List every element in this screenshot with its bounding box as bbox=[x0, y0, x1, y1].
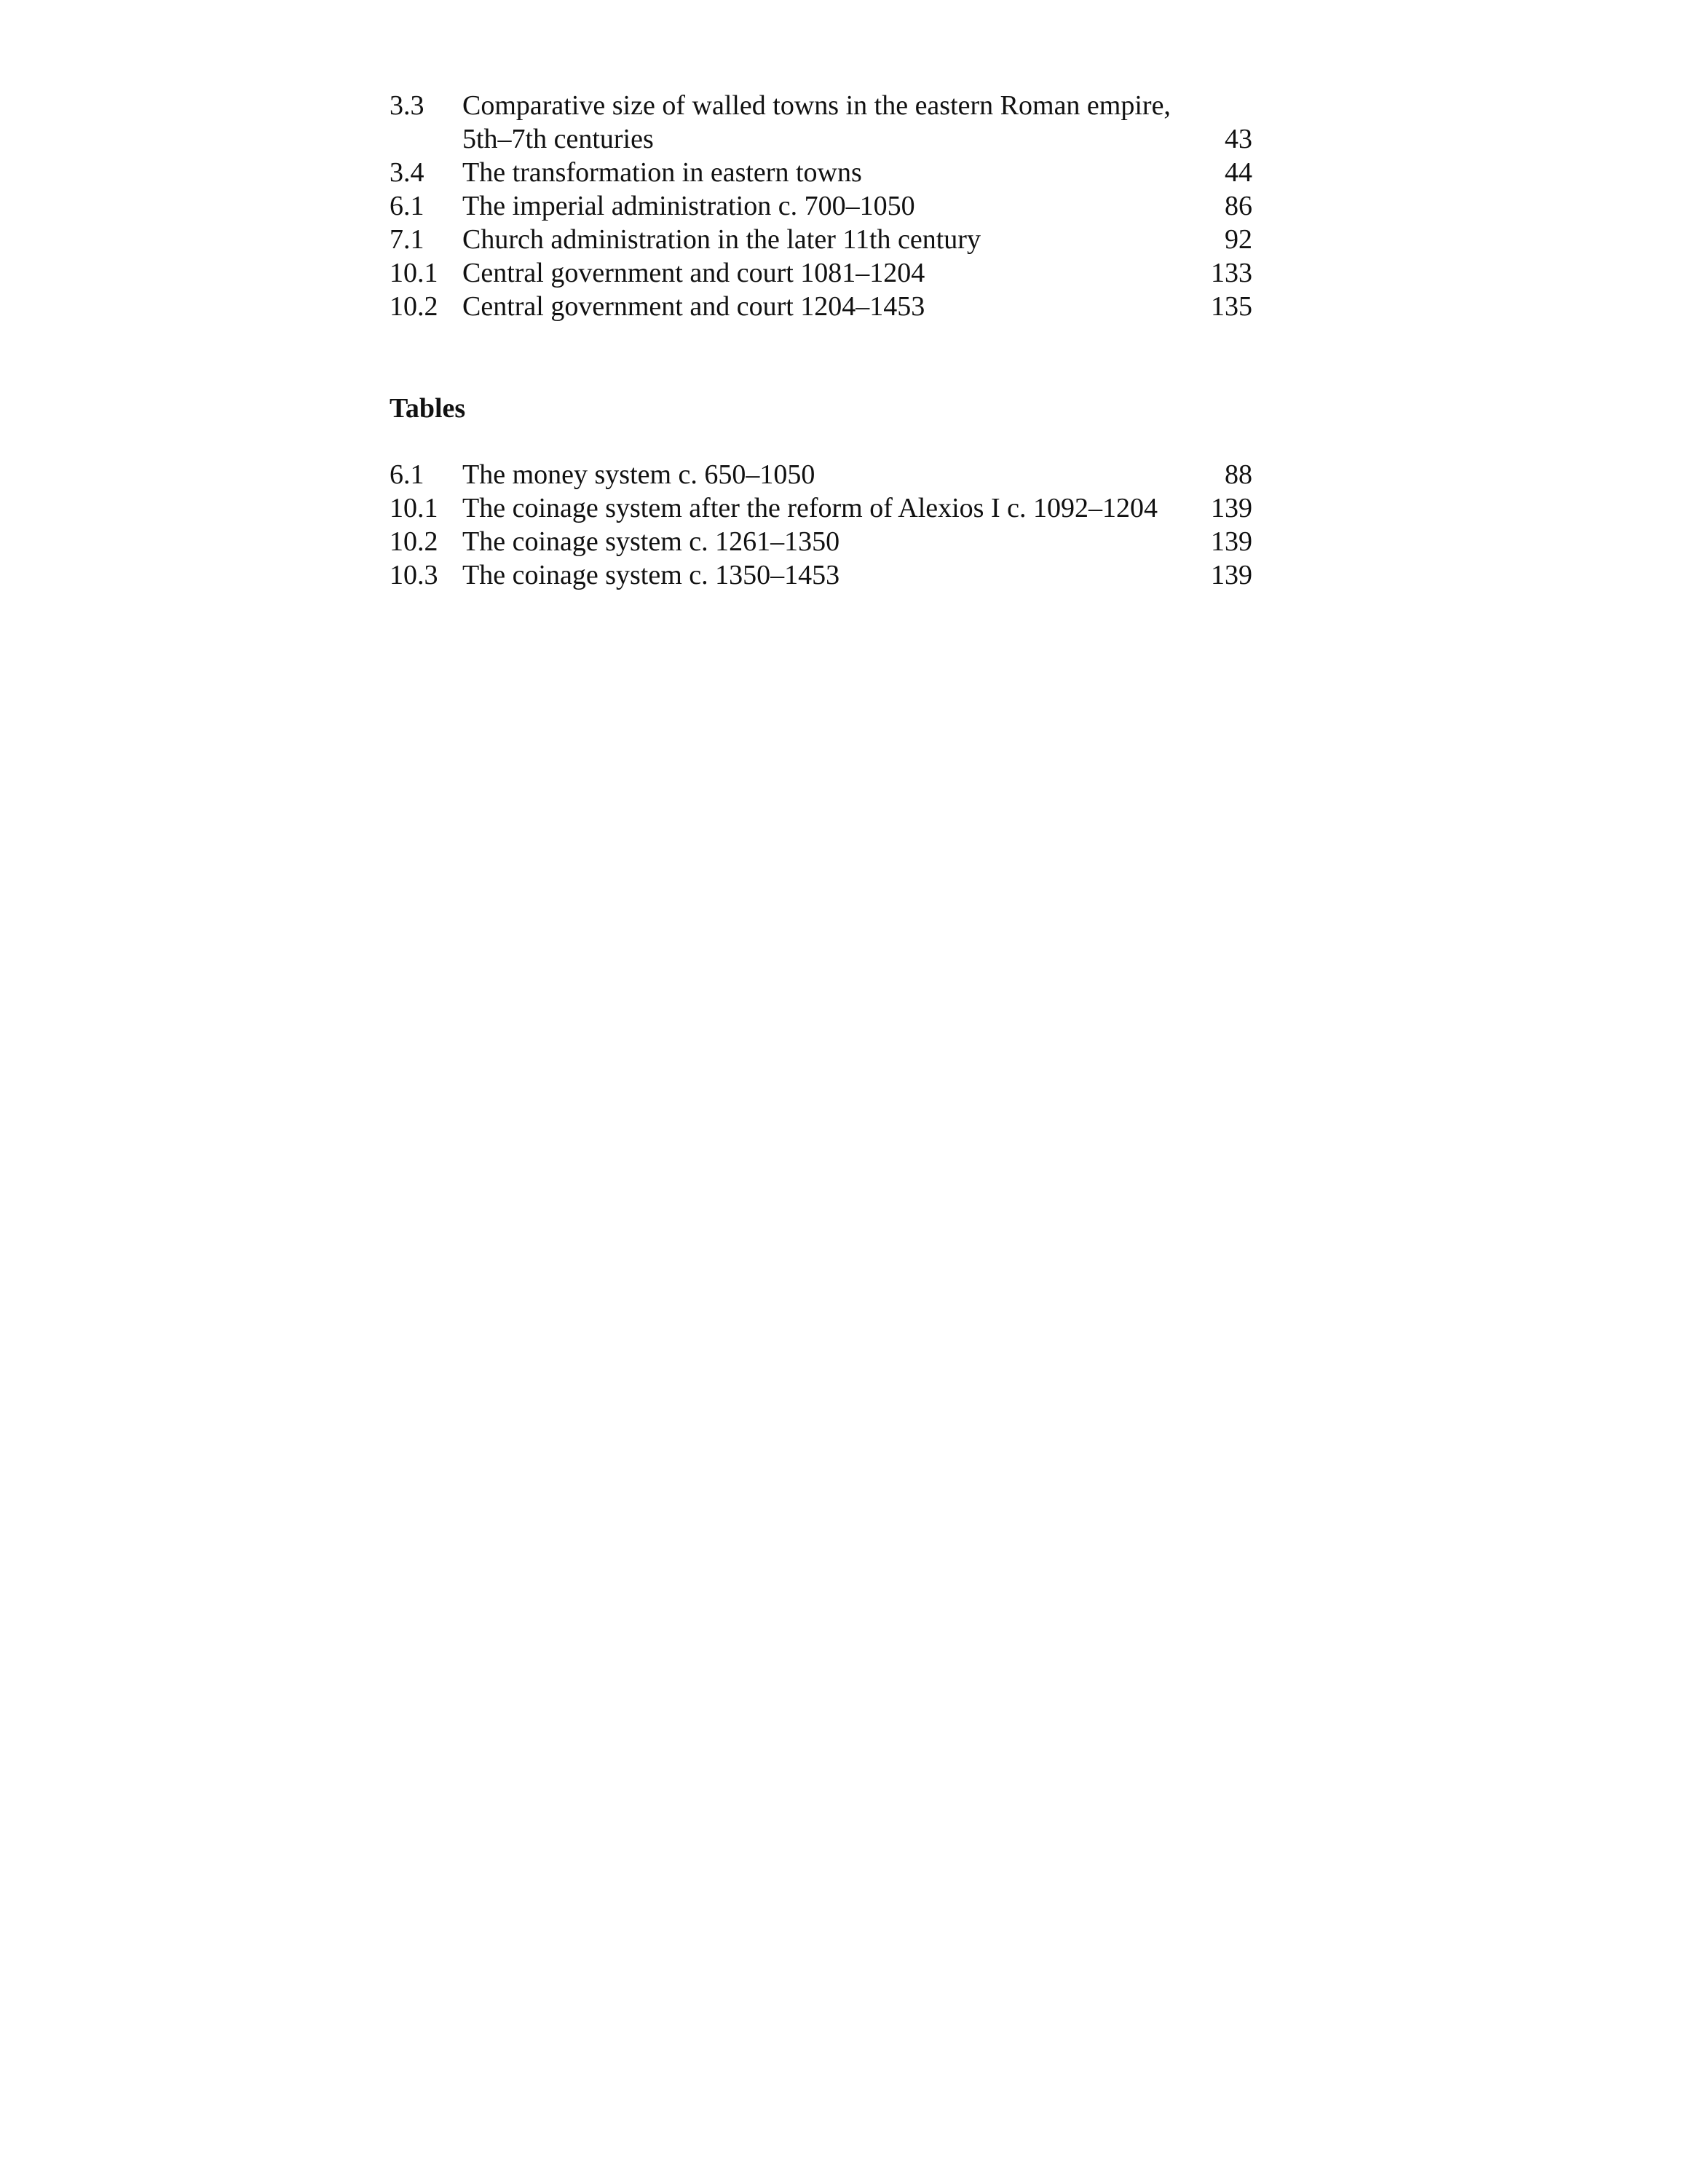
list-item bbox=[390, 491, 1252, 525]
entry-page-number: 139 bbox=[1211, 560, 1252, 590]
entry-title bbox=[462, 156, 1172, 189]
entry-title-line: Comparative size of walled towns in the eastern Roman empire, bbox=[462, 90, 1171, 121]
entry-number: 10.3 bbox=[390, 560, 438, 590]
entry-title bbox=[462, 458, 1172, 491]
list-item bbox=[390, 223, 1252, 256]
entry-title-line: The imperial administration c. 700–1050 bbox=[462, 191, 915, 221]
entry-number: 3.3 bbox=[390, 90, 424, 121]
entry-page-number: 139 bbox=[1211, 526, 1252, 557]
entry-title-line: Church administration in the later 11th century bbox=[462, 224, 981, 255]
entry-number: 10.2 bbox=[390, 526, 438, 557]
list-item bbox=[390, 458, 1252, 491]
entry-page-number: 44 bbox=[1225, 157, 1252, 188]
entry-title-line: Central government and court 1081–1204 bbox=[462, 258, 925, 288]
list-item bbox=[390, 189, 1252, 223]
entry-page-number: 86 bbox=[1225, 191, 1252, 221]
list-item bbox=[390, 89, 1252, 156]
tables-list bbox=[390, 392, 1252, 592]
entry-title-line: Central government and court 1204–1453 bbox=[462, 291, 925, 322]
entry-page-number: 88 bbox=[1225, 459, 1252, 490]
entry-number: 10.1 bbox=[390, 493, 438, 523]
entry-title-line: 5th–7th centuries bbox=[462, 124, 654, 154]
list-item bbox=[390, 256, 1252, 290]
section-heading: Tables bbox=[390, 393, 466, 424]
entry-title-line: The transformation in eastern towns bbox=[462, 157, 862, 188]
entry-page-number: 43 bbox=[1225, 124, 1252, 154]
list-item bbox=[390, 558, 1252, 592]
list-item bbox=[390, 156, 1252, 189]
entry-title bbox=[462, 525, 1172, 558]
entry-title bbox=[462, 491, 1172, 525]
entry-number: 6.1 bbox=[390, 191, 424, 221]
figures-list bbox=[390, 89, 1252, 323]
entry-title bbox=[462, 290, 1172, 323]
entry-number: 10.1 bbox=[390, 258, 438, 288]
entry-title bbox=[462, 89, 1172, 156]
entry-title-line: The money system c. 650–1050 bbox=[462, 459, 815, 490]
list-item bbox=[390, 290, 1252, 323]
entry-title bbox=[462, 223, 1172, 256]
entry-number: 10.2 bbox=[390, 291, 438, 322]
entry-title bbox=[462, 558, 1172, 592]
entry-title-line: The coinage system c. 1350–1453 bbox=[462, 560, 840, 590]
entry-page-number: 133 bbox=[1211, 258, 1252, 288]
entry-title-line: The coinage system c. 1261–1350 bbox=[462, 526, 840, 557]
entry-page-number: 92 bbox=[1225, 224, 1252, 255]
entry-number: 3.4 bbox=[390, 157, 424, 188]
entry-title bbox=[462, 189, 1172, 223]
entry-number: 7.1 bbox=[390, 224, 424, 255]
entry-title bbox=[462, 256, 1172, 290]
list-item bbox=[390, 525, 1252, 558]
entry-page-number: 135 bbox=[1211, 291, 1252, 322]
entry-number: 6.1 bbox=[390, 459, 424, 490]
entry-title-line: The coinage system after the reform of Alexios I c. 1092–1204 bbox=[462, 493, 1158, 523]
entry-page-number: 139 bbox=[1211, 493, 1252, 523]
